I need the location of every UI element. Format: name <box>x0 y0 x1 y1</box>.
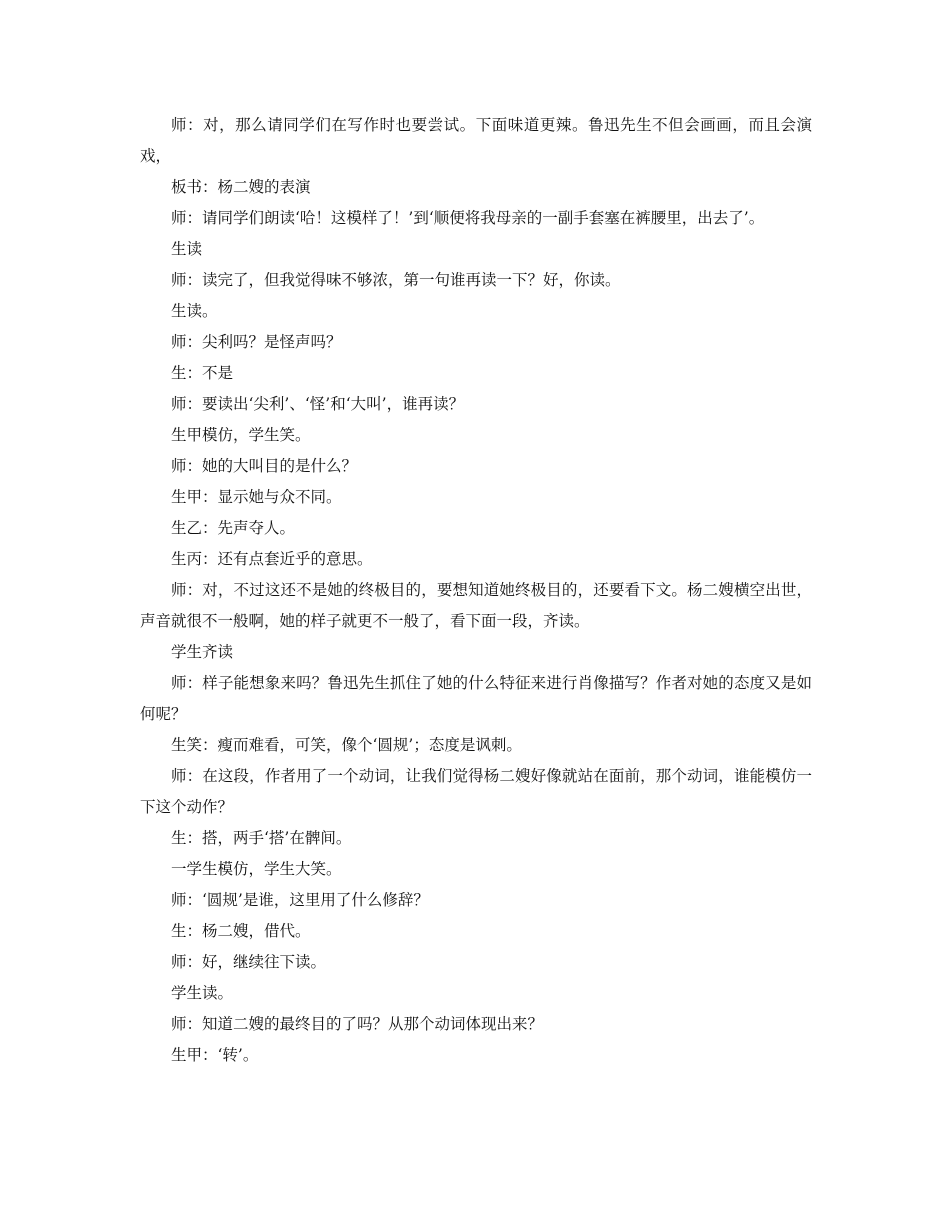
paragraph: 师：好，继续往下读。 <box>171 953 327 971</box>
document-body <box>140 110 812 1071</box>
paragraph: 师：知道二嫂的最终目的了吗？从那个动词体现出来？ <box>171 1015 544 1033</box>
paragraph: 生：不是 <box>171 364 234 382</box>
paragraph: 生甲：显示她与众不同。 <box>171 488 342 506</box>
paragraph: 师：‘圆规’是谁，这里用了什么修辞？ <box>171 891 429 909</box>
paragraph: 师：对，那么请同学们在写作时也要尝试。下面味道更辣。鲁迅先生不但会画画，而且会演戏， <box>140 116 812 165</box>
paragraph: 生丙：还有点套近乎的意思。 <box>171 550 373 568</box>
paragraph: 学生读。 <box>171 984 234 1002</box>
paragraph: 师：要读出‘尖利’、‘怪’和‘大叫’，谁再读？ <box>171 395 465 413</box>
paragraph: 师：对，不过这还不是她的终极目的，要想知道她终极目的，还要看下文。杨二嫂横空出世，声音就很不一般啊，她的样子就更不一般了，看下面一段，齐读。 <box>140 581 812 630</box>
paragraph: 生乙：先声夺人。 <box>171 519 296 537</box>
paragraph: 学生齐读 <box>171 643 234 661</box>
paragraph: 师：在这段，作者用了一个动词，让我们觉得杨二嫂好像就站在面前，那个动词，谁能模仿一下这个动作？ <box>140 767 812 816</box>
paragraph: 师：她的大叫目的是什么？ <box>171 457 358 475</box>
paragraph: 生读 <box>171 240 203 258</box>
paragraph: 生：搭，两手‘搭’在髀间。 <box>171 829 352 847</box>
paragraph: 生甲模仿，学生笑。 <box>171 426 311 444</box>
paragraph: 师：样子能想象来吗？鲁迅先生抓住了她的什么特征来进行肖像描写？作者对她的态度又是如何呢？ <box>140 674 812 723</box>
paragraph: 生甲：‘转’。 <box>171 1046 259 1064</box>
paragraph: 生读。 <box>171 302 218 320</box>
paragraph: 师：请同学们朗读‘哈！这模样了！’到‘顺便将我母亲的一副手套塞在裤腰里，出去了’。 <box>171 209 765 227</box>
paragraph: 生笑：瘦而难看，可笑，像个‘圆规’；态度是讽刺。 <box>171 736 522 754</box>
paragraph: 师：读完了，但我觉得味不够浓，第一句谁再读一下？好，你读。 <box>171 271 621 289</box>
paragraph: 板书：杨二嫂的表演 <box>171 178 311 196</box>
paragraph: 师：尖利吗？是怪声吗？ <box>171 333 342 351</box>
paragraph: 一学生模仿，学生大笑。 <box>171 860 342 878</box>
paragraph: 生：杨二嫂，借代。 <box>171 922 311 940</box>
